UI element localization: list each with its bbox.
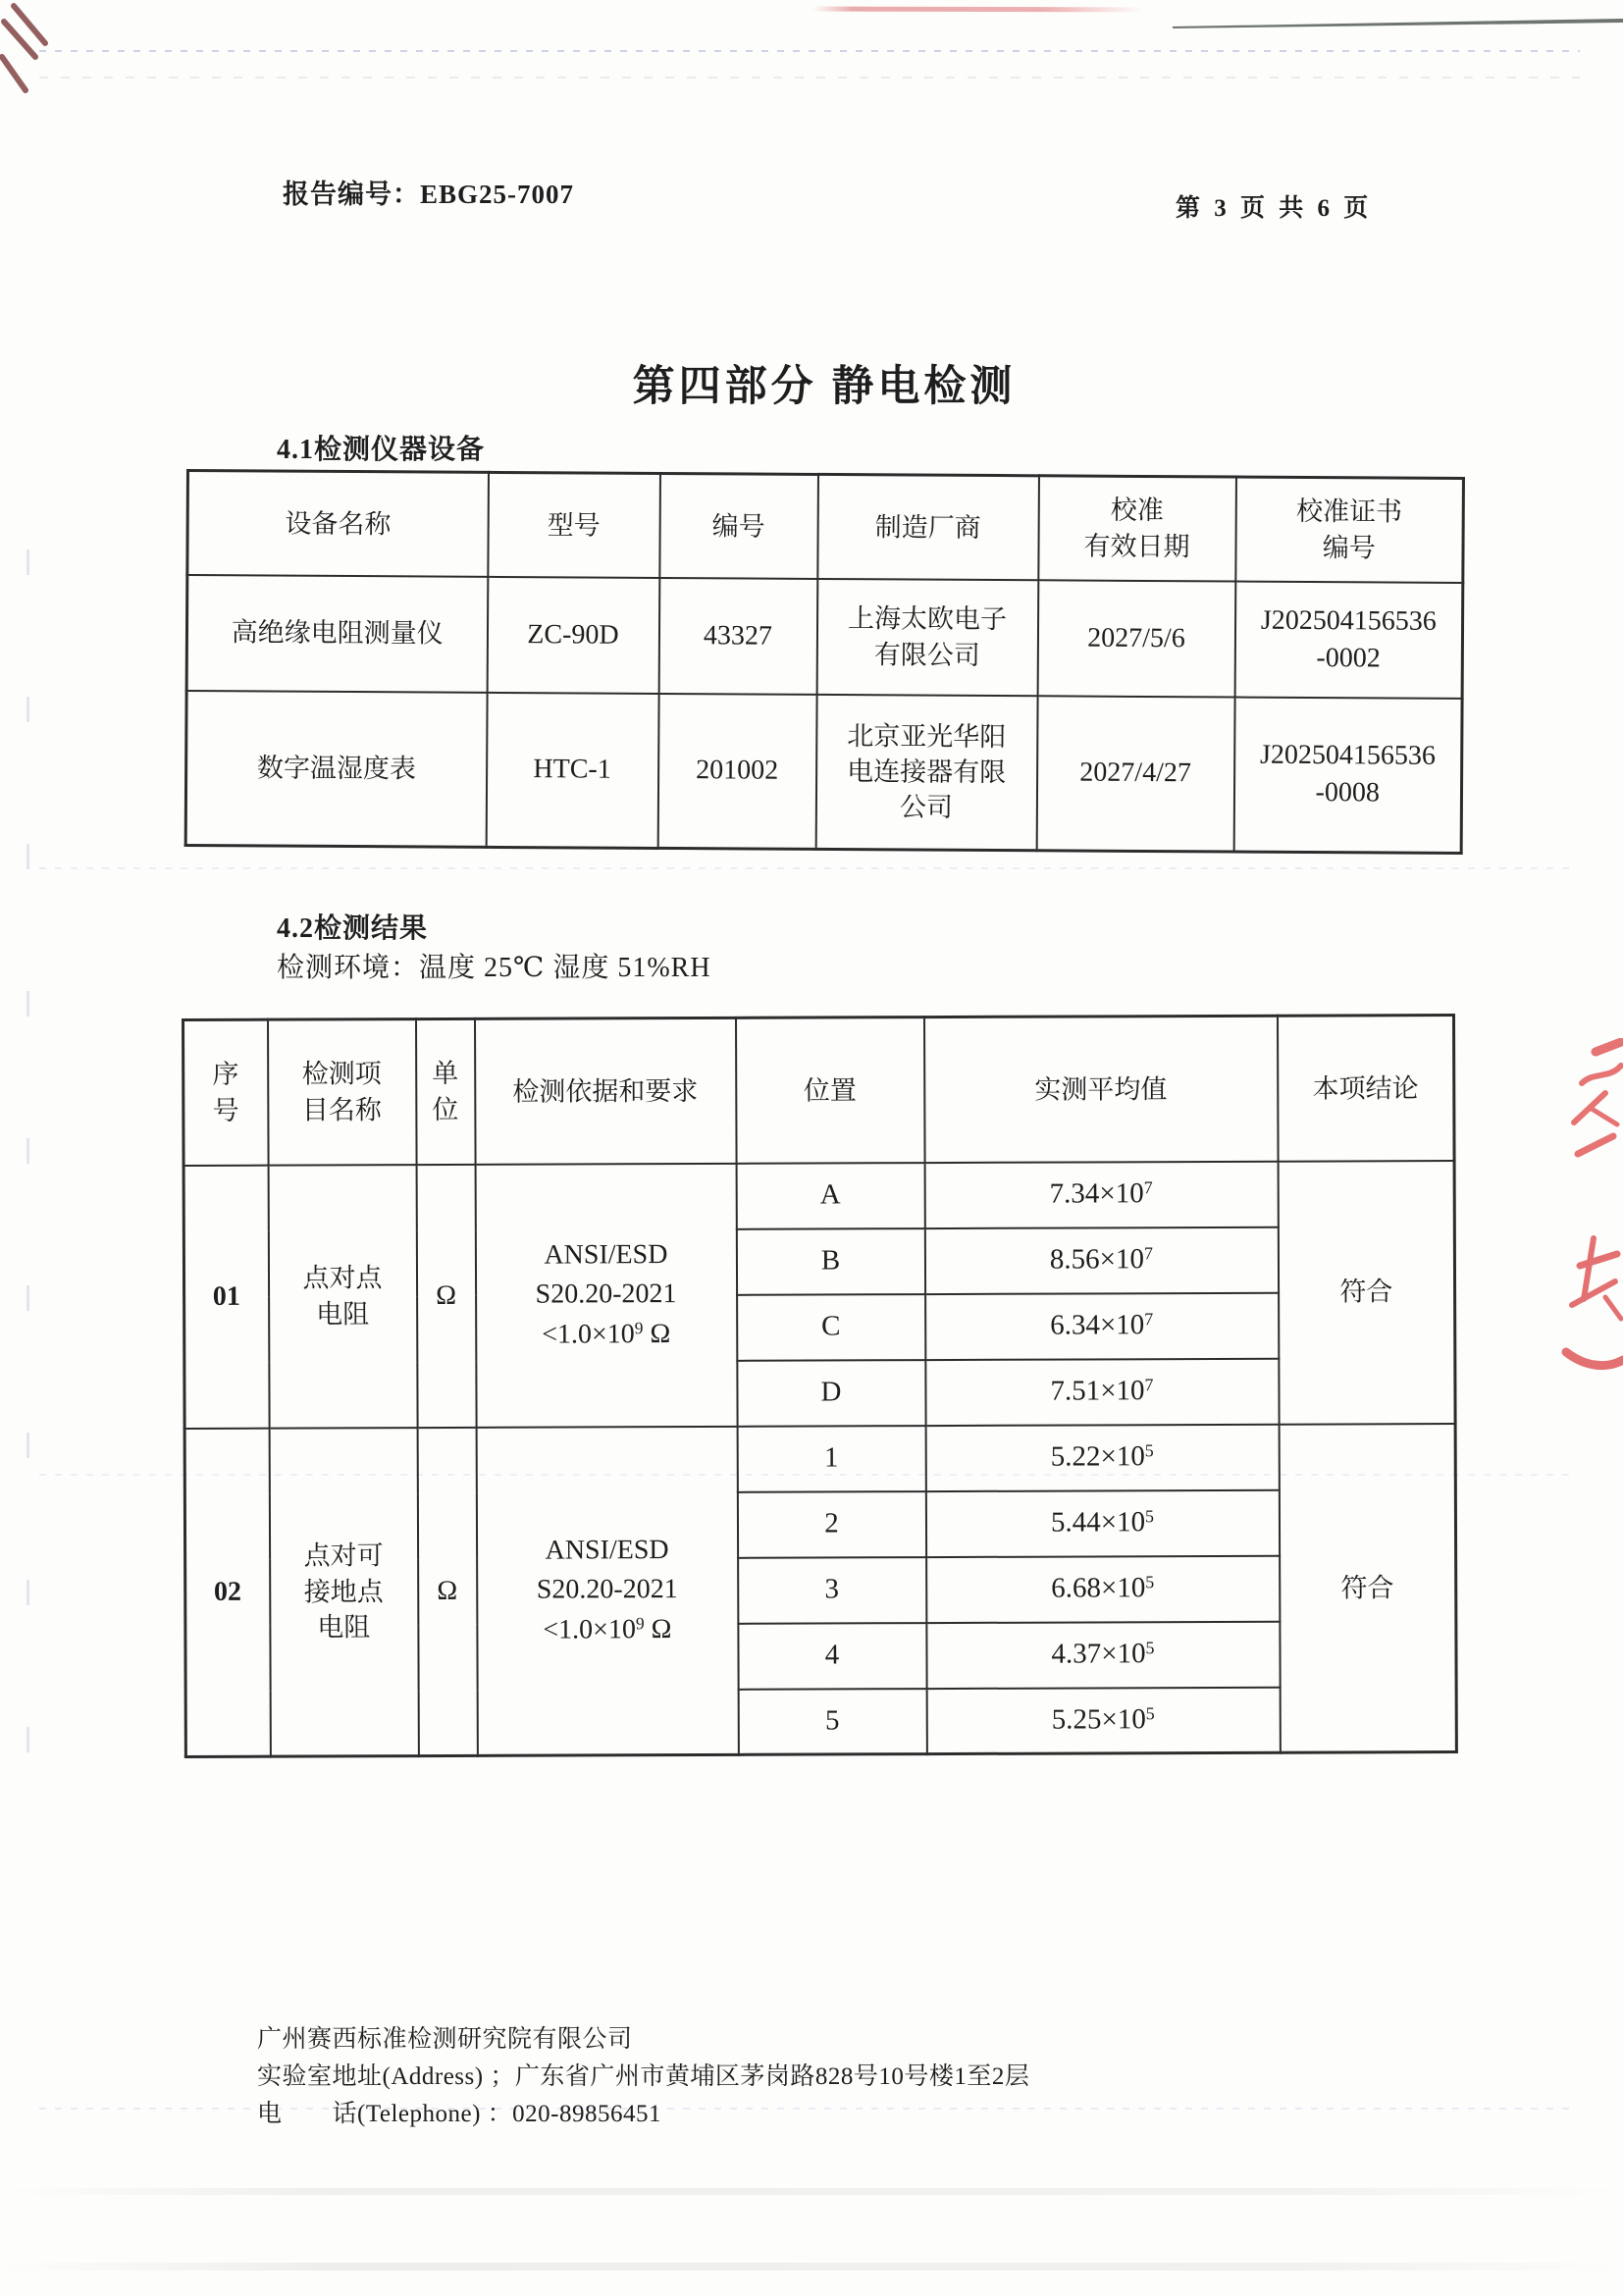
section-4-2-heading: 4.2检测结果 bbox=[277, 913, 429, 944]
measurement-row bbox=[184, 1424, 1455, 1494]
col-header-model: 型号 bbox=[488, 472, 660, 577]
unit-cell: Ω bbox=[416, 1164, 476, 1427]
position-cell: D bbox=[737, 1360, 925, 1427]
basis-line: S20.20-2021 bbox=[535, 1278, 677, 1310]
cell-model: ZC-90D bbox=[487, 576, 659, 693]
col-header-seq: 序 号 bbox=[183, 1019, 269, 1165]
cell-manufacturer: 北京亚光华阳 电连接器有限 公司 bbox=[815, 694, 1037, 850]
cell-manufacturer: 上海太欧电子 有限公司 bbox=[816, 578, 1038, 695]
col-header-item-name: 检测项 目名称 bbox=[268, 1019, 417, 1166]
basis-line: S20.20-2021 bbox=[536, 1574, 678, 1606]
cell-device-name: 高绝缘电阻测量仪 bbox=[186, 575, 488, 693]
basis-limit: $<1.0\times 10^9$ Ω bbox=[543, 1614, 672, 1645]
basis-cell bbox=[476, 1426, 738, 1755]
report-number: 报告编号：EBG25-7007 bbox=[283, 180, 575, 209]
value-cell: $6.34\times 10^7$ bbox=[925, 1292, 1279, 1359]
seq-cell: 02 bbox=[184, 1428, 270, 1756]
position-cell: 5 bbox=[738, 1689, 926, 1755]
equipment-row bbox=[186, 575, 1463, 699]
cell-cal-cert-no: J202504156536 -0002 bbox=[1234, 581, 1463, 698]
cell-serial: 201002 bbox=[657, 693, 816, 849]
col-header-unit: 单 位 bbox=[416, 1018, 476, 1164]
position-cell: C bbox=[737, 1294, 925, 1361]
top-red-streak bbox=[812, 7, 1142, 13]
item-name-cell: 点对点 电阻 bbox=[268, 1165, 417, 1429]
col-header-basis: 检测依据和要求 bbox=[475, 1018, 737, 1164]
page-indicator: 第 3 页 共 6 页 bbox=[1176, 195, 1373, 222]
position-cell: 4 bbox=[738, 1623, 926, 1690]
test-environment: 检测环境：温度 25℃ 湿度 51%RH bbox=[277, 953, 711, 983]
unit-cell: Ω bbox=[417, 1427, 477, 1755]
value-cell: $5.22\times 10^5$ bbox=[925, 1424, 1279, 1490]
value-cell: $6.68\times 10^5$ bbox=[926, 1555, 1280, 1622]
col-header-cal-cert-no: 校准证书 编号 bbox=[1235, 477, 1464, 582]
corner-ink-mark bbox=[0, 0, 79, 98]
value-cell: $7.34\times 10^7$ bbox=[924, 1161, 1278, 1227]
col-header-cal-valid-date: 校准 有效日期 bbox=[1038, 476, 1236, 581]
position-cell: 2 bbox=[737, 1491, 925, 1558]
position-cell: A bbox=[736, 1163, 924, 1229]
cell-serial: 43327 bbox=[658, 577, 817, 694]
col-header-manufacturer: 制造厂商 bbox=[817, 474, 1039, 579]
lab-telephone: 电 话(Telephone) ：020-89856451 bbox=[257, 2101, 661, 2127]
cell-model: HTC-1 bbox=[486, 692, 658, 848]
document-title: 第四部分 静电检测 bbox=[632, 364, 1017, 410]
scan-noise-line bbox=[39, 50, 1580, 52]
col-header-serial: 编号 bbox=[659, 473, 818, 578]
value-cell: $5.25\times 10^5$ bbox=[926, 1687, 1280, 1753]
col-header-device-name: 设备名称 bbox=[187, 471, 489, 577]
scanner-streak bbox=[1173, 18, 1623, 31]
cell-cal-cert-no: J202504156536 -0008 bbox=[1233, 697, 1462, 853]
measurement-row bbox=[183, 1161, 1454, 1231]
value-cell: $5.44\times 10^5$ bbox=[925, 1489, 1279, 1556]
col-header-position: 位置 bbox=[736, 1018, 925, 1164]
value-cell: $4.37\times 10^5$ bbox=[926, 1621, 1280, 1688]
basis-line: ANSI/ESD bbox=[545, 1534, 669, 1566]
scan-noise-line bbox=[39, 77, 1580, 78]
lab-company-name: 广州赛西标准检测研究院有限公司 bbox=[257, 2026, 633, 2053]
value-cell: $8.56\times 10^7$ bbox=[924, 1226, 1278, 1293]
equipment-table bbox=[184, 469, 1465, 855]
basis-cell bbox=[475, 1163, 737, 1427]
basis-limit: $<1.0\times 10^9$ Ω bbox=[542, 1318, 671, 1350]
section-4-1-heading: 4.1检测仪器设备 bbox=[277, 435, 486, 465]
cell-device-name: 数字温湿度表 bbox=[185, 691, 487, 848]
scan-noise-line bbox=[0, 2263, 1623, 2270]
value-cell: $7.51\times 10^7$ bbox=[925, 1358, 1279, 1425]
conclusion-cell: 符合 bbox=[1278, 1161, 1455, 1425]
red-stamp-fragment-bottom bbox=[1523, 1228, 1623, 1376]
cell-cal-valid-date: 2027/4/27 bbox=[1036, 696, 1234, 852]
scan-noise-line bbox=[0, 2188, 1623, 2195]
col-header-average: 实测平均值 bbox=[924, 1016, 1279, 1162]
position-cell: 1 bbox=[737, 1426, 925, 1492]
scan-noise-line bbox=[26, 549, 29, 1825]
lab-address: 实验室地址(Address) ；广东省广州市黄埔区茅岗路828号10号楼1至2层 bbox=[257, 2063, 1030, 2090]
results-table bbox=[182, 1014, 1458, 1758]
scan-noise-line bbox=[39, 867, 1570, 869]
position-cell: B bbox=[736, 1228, 924, 1295]
col-header-conclusion: 本项结论 bbox=[1277, 1016, 1454, 1162]
conclusion-cell: 符合 bbox=[1279, 1424, 1456, 1753]
red-stamp-fragment-top bbox=[1523, 1038, 1623, 1175]
position-cell: 3 bbox=[738, 1557, 926, 1624]
equipment-row bbox=[185, 691, 1462, 854]
equipment-table-header-row bbox=[187, 471, 1464, 583]
results-table-header-row bbox=[183, 1016, 1455, 1166]
item-name-cell: 点对可 接地点 电阻 bbox=[269, 1428, 418, 1757]
seq-cell: 01 bbox=[183, 1165, 269, 1428]
basis-line: ANSI/ESD bbox=[544, 1238, 668, 1271]
cell-cal-valid-date: 2027/5/6 bbox=[1037, 580, 1235, 697]
